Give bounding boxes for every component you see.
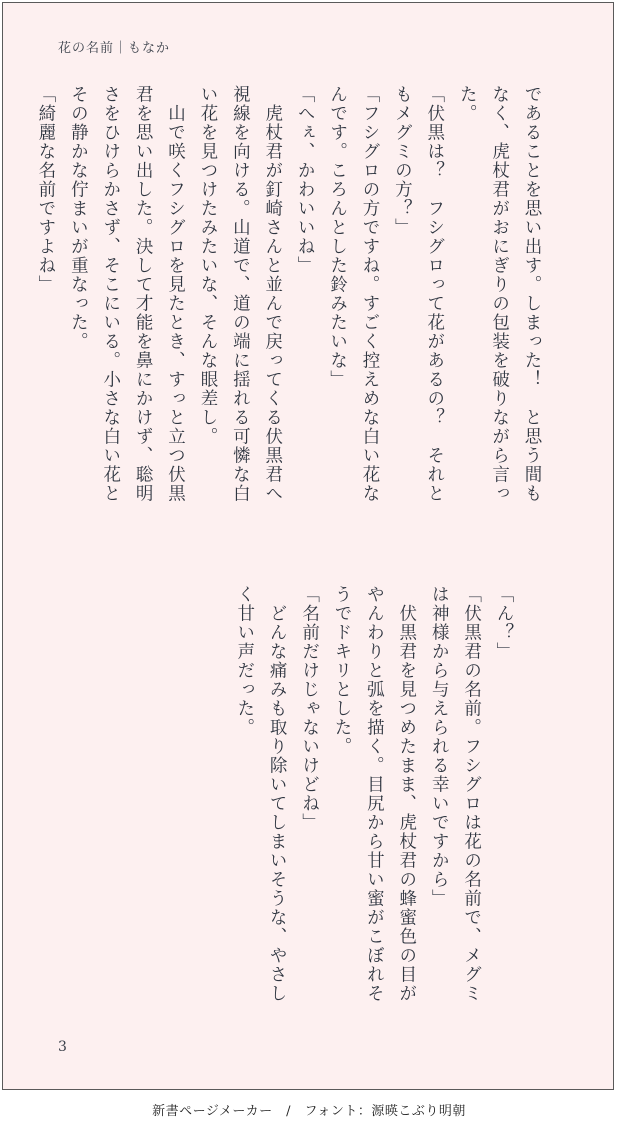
text-line: 山で咲くフシグロを見たとき、すっと立つ伏黒: [165, 85, 186, 503]
text-line: は神様から与えられる幸いですから」: [429, 585, 450, 908]
text-line: た。: [457, 85, 478, 123]
text-block-top: [30, 85, 549, 535]
text-line: んです。ころんとした鈴みたいな」: [327, 85, 348, 389]
text-line: 「フシグロの方ですね。すごく控えめな白い花な: [359, 85, 380, 503]
book-page: [2, 2, 614, 1090]
text-line: やんわりと弧を描く。目尻から甘い蜜がこぼれそ: [364, 585, 385, 1003]
text-line: なく、虎杖君がおにぎりの包装を破りながら言っ: [489, 85, 510, 503]
text-line: 虎杖君が釘崎さんと並んで戻ってくる伏黒君へ: [262, 85, 283, 503]
text-line: い花を見つけたみたいな、そんな眼差し。: [197, 85, 218, 446]
text-line: さをひけらかさず、そこにいる。小さな白い花と: [100, 85, 121, 503]
text-line: であることを思い出す。しまった！ と思う間も: [522, 85, 542, 503]
text-line: 「ん？」: [494, 585, 514, 661]
text-block-bottom: [228, 585, 520, 1035]
text-line: もメグミの方？」: [392, 85, 413, 237]
text-line: 「伏黒君の名前。フシグロは花の名前で、メグミ: [461, 585, 482, 1003]
text-line: 「伏黒は？ フシグロって花があるの？ それと: [424, 85, 445, 503]
text-line: く甘い声だった。: [234, 585, 255, 737]
text-line: 「名前だけじゃないけどね」: [299, 585, 320, 832]
page-header: 花の名前｜もなか: [58, 41, 171, 56]
page-number: 3: [58, 1039, 67, 1055]
footer-credit: 新書ページメーカー / フォント：源暎こぶり明朝: [152, 1104, 466, 1119]
text-line: 君を思い出した。決して才能を鼻にかけず、聡明: [133, 85, 154, 503]
text-line: 「へぇ、かわいいね」: [295, 85, 316, 275]
text-line: うでドキリとした。: [331, 585, 352, 756]
text-line: 伏黒君を見つめたまま、虎杖君の蜂蜜色の目が: [396, 585, 417, 1003]
text-line: どんな痛みも取り除いてしまいそうな、やさし: [267, 585, 288, 1003]
text-line: 「綺麗な名前ですよね」: [35, 85, 56, 294]
text-line: 視線を向ける。山道で、道の端に揺れる可憐な白: [230, 85, 251, 503]
text-line: その静かな佇まいが重なった。: [68, 85, 89, 351]
